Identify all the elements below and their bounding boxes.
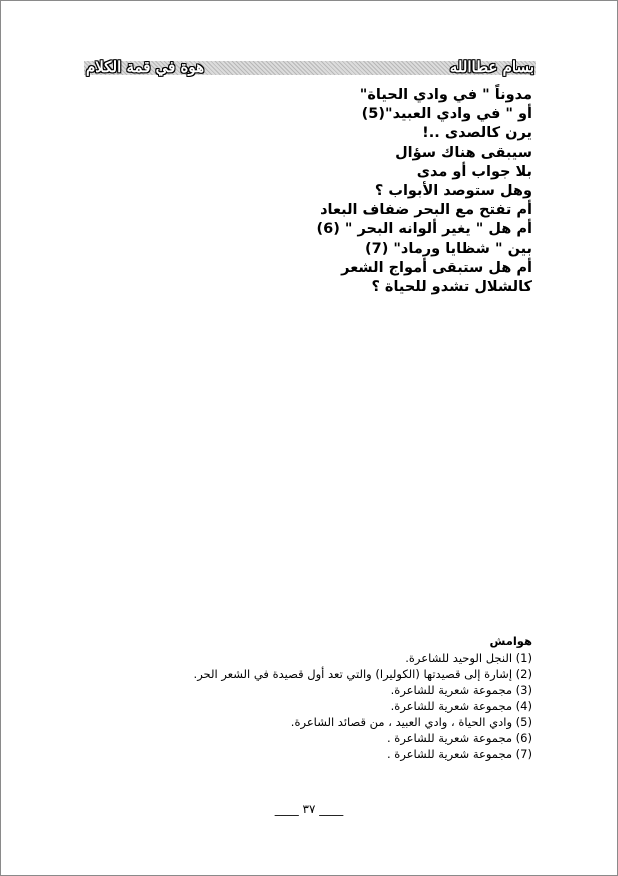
footnote-item: (3) مجموعة شعرية للشاعرة. bbox=[390, 683, 532, 697]
poem-line: يرن كالصدى ..! bbox=[422, 125, 532, 142]
footnotes-title: هوامش bbox=[489, 634, 532, 648]
poem-line: بين " شظايا ورماد" (7) bbox=[364, 240, 532, 257]
footnote-item: (7) مجموعة شعرية للشاعرة . bbox=[387, 747, 532, 761]
footnote-item: (4) مجموعة شعرية للشاعرة. bbox=[390, 699, 532, 713]
poem-line: وهل ستوصد الأبواب ؟ bbox=[374, 182, 532, 199]
footnote-item: (6) مجموعة شعرية للشاعرة . bbox=[387, 731, 532, 745]
poem-body bbox=[232, 86, 532, 297]
poem-line: كالشلال تشدو للحياة ؟ bbox=[371, 278, 532, 295]
author-name: بسام عطاالله bbox=[449, 58, 534, 76]
footnote-item: (1) النجل الوحيد للشاعرة. bbox=[405, 651, 532, 665]
page-number: ____ ٣٧ ____ bbox=[274, 802, 344, 816]
poem-line: بلا جواب أو مدى bbox=[416, 163, 532, 180]
footnotes bbox=[172, 632, 532, 762]
poem-line: أم هل " يغير ألوانه البحر " (6) bbox=[316, 221, 532, 238]
poem-line: أو " في وادي العبيد"(5) bbox=[361, 106, 532, 123]
poem-line: أم تفتح مع البحر ضفاف البعاد bbox=[320, 202, 532, 219]
poem-line: مدوناً " في وادي الحياة" bbox=[359, 87, 532, 103]
poem-line: أم هل ستبقى أمواج الشعر bbox=[341, 259, 532, 276]
book-title: هوة في قمة الكلام bbox=[86, 58, 205, 76]
footnote-item: (2) إشارة إلى قصيدتها (الكوليرا) والتي تعد أول قصيدة في الشعر الحر. bbox=[193, 667, 532, 681]
footnote-item: (5) وادي الحياة ، وادي العبيد ، من قصائد الشاعرة. bbox=[290, 715, 532, 729]
poem-line: سيبقى هناك سؤال bbox=[395, 144, 532, 161]
page-footer bbox=[0, 802, 618, 816]
